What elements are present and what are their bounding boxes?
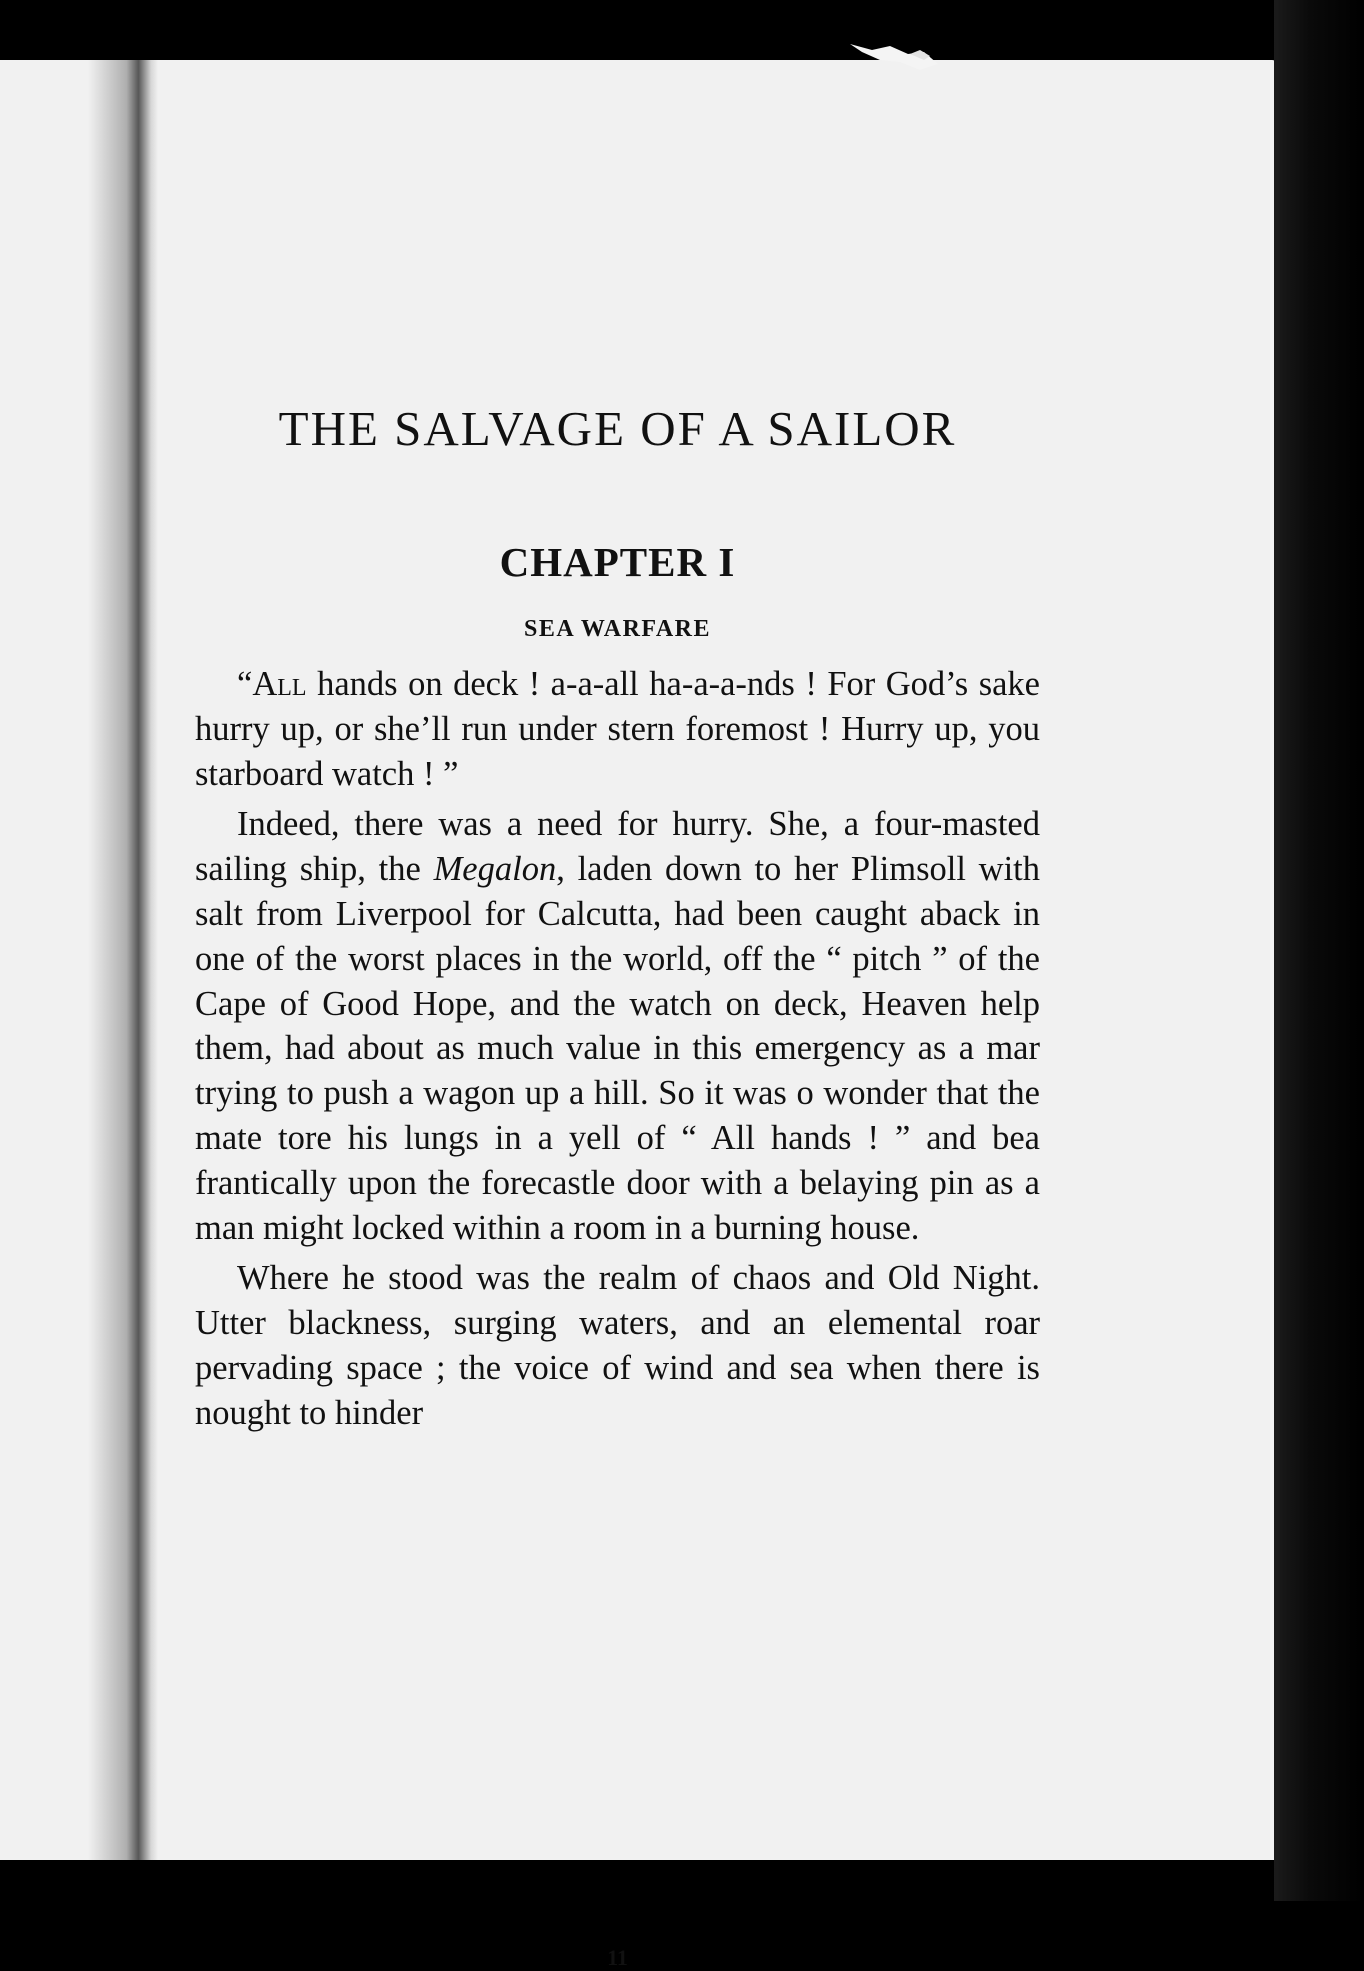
page-gutter-shadow <box>88 60 158 1860</box>
paragraph-2-text-a: Indeed, there was a need for hurry. She, a four-masted sailing ship, the <box>195 805 1040 889</box>
paragraph-1-text: hands on deck ! a-a-all ha-a-a-nds ! For God’s sake hurry up, or she’ll run under stern foremost ! Hurry up, you starboard watch ! ” <box>195 665 1040 793</box>
paragraph-3 <box>195 1256 1040 1435</box>
ship-name: Megalon <box>433 850 557 889</box>
paragraph-2 <box>195 802 1040 1250</box>
chapter-heading: CHAPTER I <box>499 539 736 585</box>
chapter-title: SEA WARFARE <box>524 616 711 642</box>
paragraph-2-text-b: , laden down to her Plimsoll with salt from Liverpool for Calcutta, had been caught aback in one of the worst places in the world, off the “ pitch ” of the Cape of Good Hope, and the watch on deck, Heaven help them, had about as much value in this emergency as a mar trying to push a wagon up a hill. So it was o wonder that the mate tore his lungs in a yell of “ All hands ! ” and bea frantically upon the forecastle door with a belaying pin as a man might locked within a room in a burning house. <box>195 850 1041 1247</box>
page-number: 11 <box>607 1945 628 1970</box>
chapter-body <box>195 662 1040 1436</box>
paper-tear-mark <box>850 40 940 80</box>
paragraph-1 <box>195 662 1040 796</box>
opening-quote: “ <box>237 665 253 703</box>
book-cover-edge <box>1274 0 1364 1901</box>
book-title: THE SALVAGE OF A SAILOR <box>278 401 957 456</box>
drop-word: All <box>252 665 307 703</box>
paragraph-3-text: Where he stood was the realm of chaos and Old Night. Utter blackness, surging waters, and an elemental roar pervading space ; the voice of wind and sea when there is nought to hinder <box>195 1259 1040 1432</box>
